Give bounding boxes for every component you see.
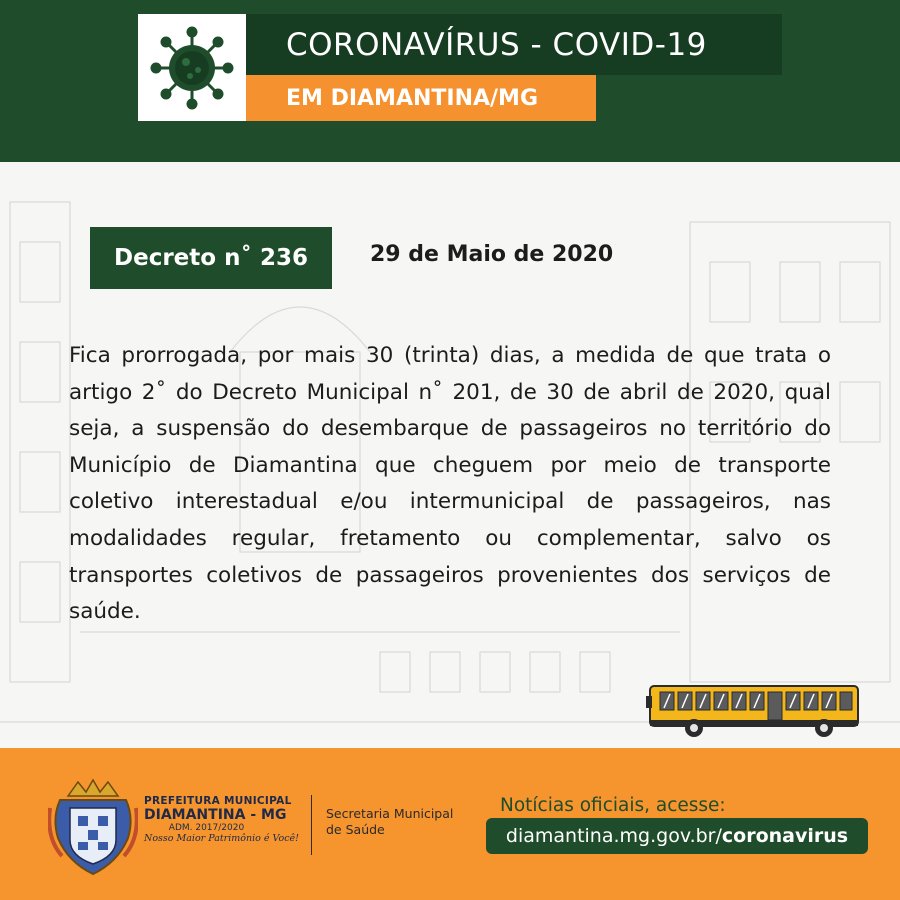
prefeitura-block	[144, 795, 304, 844]
url-path: coronavirus	[721, 825, 849, 847]
title-bar	[246, 14, 782, 75]
header-banner	[0, 0, 900, 162]
city-crest-icon	[48, 778, 138, 878]
page-title: CORONAVÍRUS - COVID-19	[286, 26, 707, 63]
url-prefix: diamantina.mg.gov.br/	[505, 825, 722, 847]
subtitle-bar	[246, 75, 596, 121]
decree-body-text: Fica prorrogada, por mais 30 (trinta) dias, a medida de que trata o artigo 2˚ do Decreto Municipal n˚ 201, de 30 de abril de 2020, qual seja, a suspensão do desembarque de passageiros no território do Município de Diamantina que cheguem por meio de transporte coletivo interestadual e/ou intermunicipal de passageiros, nas modalidades regular, fretamento ou complementar, salvo os transportes coletivos de passageiros provenientes dos serviços de saúde.	[69, 343, 831, 625]
decree-badge	[90, 227, 332, 289]
virus-logo	[138, 14, 246, 121]
prefeitura-label: PREFEITURA MUNICIPAL	[144, 795, 292, 807]
footer-divider	[311, 795, 312, 855]
bus-icon	[646, 682, 862, 740]
decree-date: 29 de Maio de 2020	[370, 242, 614, 267]
virus-icon	[150, 26, 234, 110]
website-link[interactable]	[486, 818, 868, 854]
city-label: DIAMANTINA - MG	[144, 807, 287, 823]
administration-label: ADM. 2017/2020	[168, 823, 245, 833]
decree-number: Decreto n˚ 236	[114, 245, 308, 271]
slogan-label: Nosso Maior Patrimônio é Você!	[144, 833, 299, 844]
news-label: Notícias oficiais, acesse:	[500, 795, 726, 816]
website-url[interactable]	[506, 825, 848, 847]
page-subtitle: EM DIAMANTINA/MG	[286, 85, 539, 111]
secretaria-label: Secretaria Municipal de Saúde	[326, 806, 454, 837]
